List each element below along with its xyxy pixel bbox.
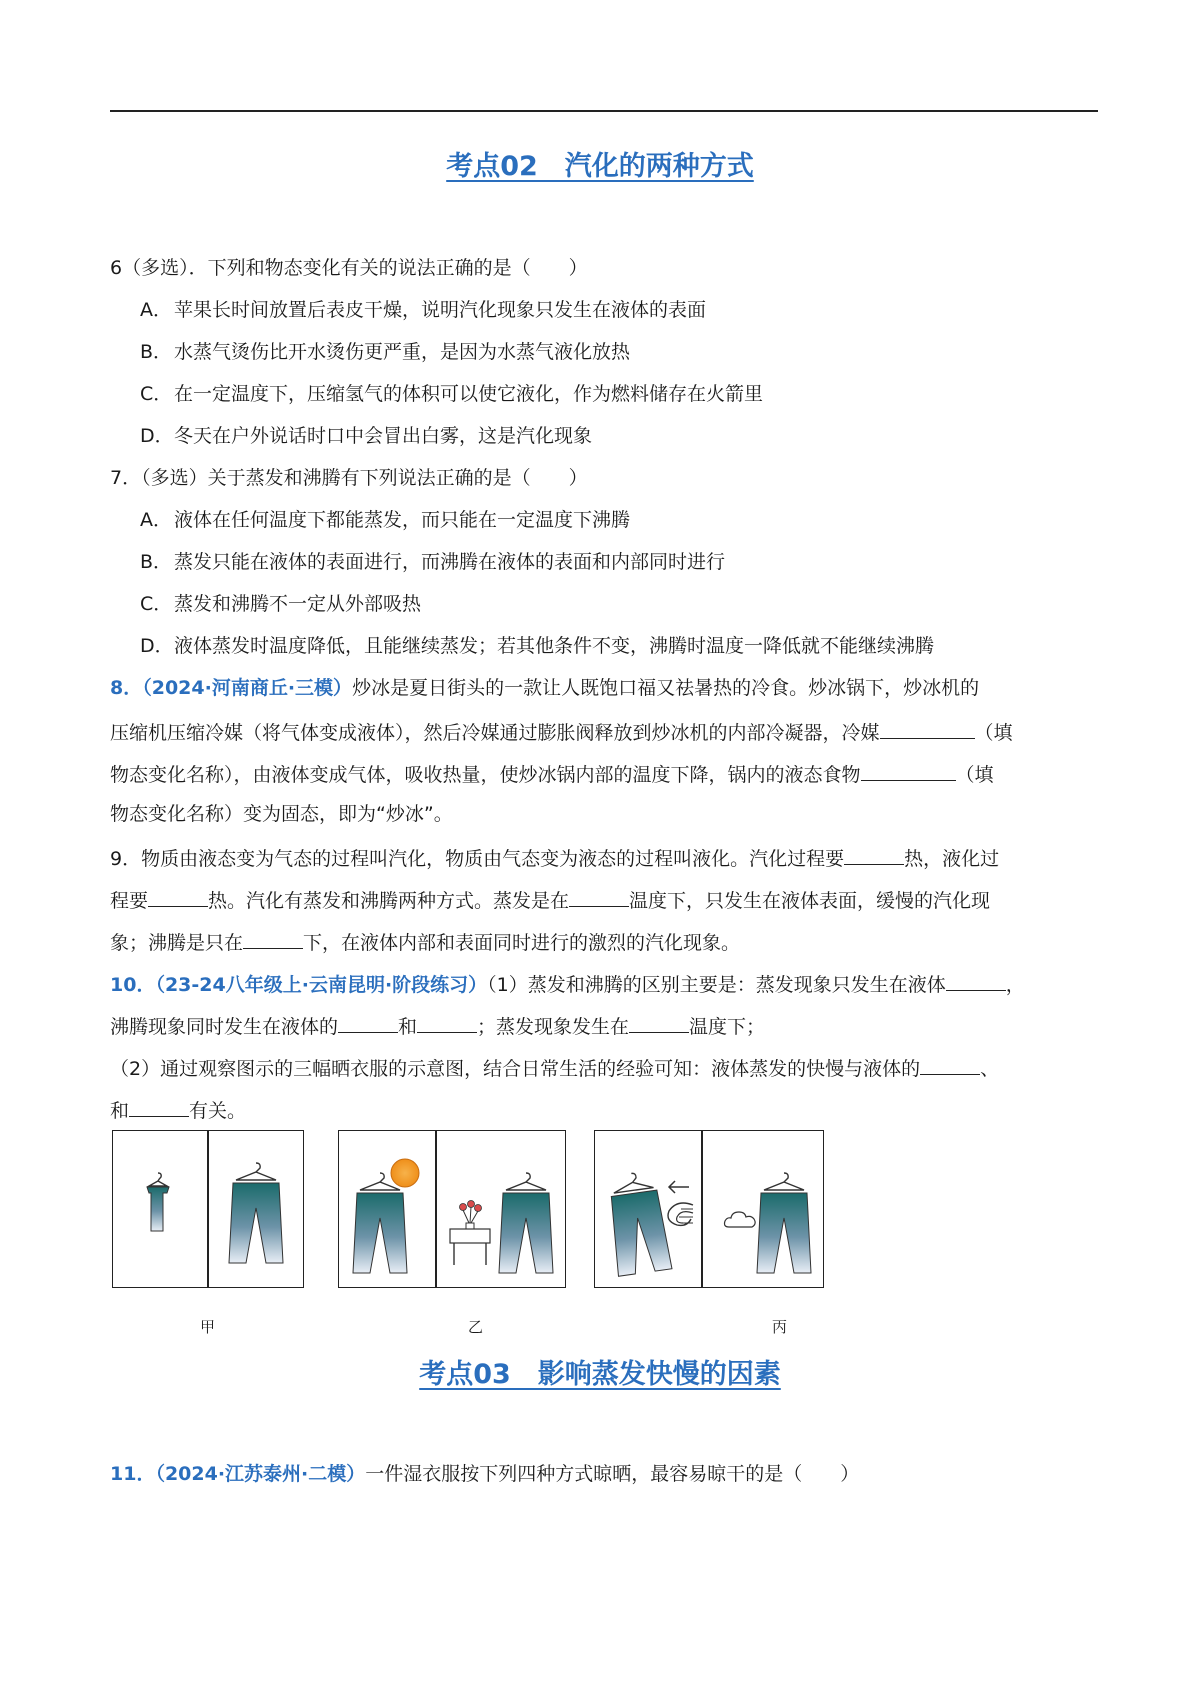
q7-option-d [140,634,934,658]
q9-line-2 [110,886,990,913]
answer-blank[interactable] [417,1012,477,1033]
q10-text: 、 [980,1058,1000,1080]
q8-line-3 [110,760,994,787]
option-text: 苹果长时间放置后表皮干燥，说明汽化现象只发生在液体的表面 [174,299,707,321]
panel-divider [435,1131,437,1287]
q10-line-2 [110,1012,765,1039]
q8-text: （填 [974,722,1013,744]
q7-option-b [140,550,725,574]
answer-blank[interactable] [129,1096,189,1117]
pants-icon [221,1161,291,1271]
answer-blank[interactable] [880,718,975,739]
panel-divider [701,1131,703,1287]
q11-source: （2024·江苏泰州·二模） [155,1463,366,1485]
q7-option-c [140,592,421,616]
q9-text: 温度下，只发生在液体表面，缓慢的汽化现 [629,890,991,912]
q9-text: 程要 [110,890,149,912]
q10-line-4 [110,1096,246,1123]
q8-source: （2024·河南商丘·三模） [142,677,353,699]
q8-line-2 [110,718,1013,745]
flower-table-icon [447,1199,493,1269]
q9-text: 象；沸腾是只在 [110,932,244,954]
option-letter: C． [140,383,173,405]
q10-number: 10． [110,974,156,996]
q8-text: （填 [955,764,994,786]
option-letter: C． [140,593,173,615]
q10-text: 沸腾现象同时发生在液体的 [110,1016,339,1038]
q9-line-1 [110,844,999,871]
q8-text: 压缩机压缩冷媒（将气体变成液体），然后冷媒通过膨胀阀释放到炒冰机的内部冷凝器，冷媒 [110,722,880,744]
caption-bing: 丙 [772,1318,788,1336]
option-letter: A． [140,299,172,321]
q8-text: 炒冰是夏日街头的一款让人既饱口福又祛暑热的冷食。炒冰锅下，炒冰机的 [352,677,980,699]
q10-text: （1）蒸发和沸腾的区别主要是：蒸发现象只发生在液体 [487,974,946,996]
top-rule [110,110,1098,112]
q6-option-b [140,340,630,364]
caption-yi: 乙 [468,1318,484,1336]
q11-text: 一件湿衣服按下列四种方式晾晒，最容易晾干的是（ ） [365,1463,860,1485]
q6-option-a [140,298,706,322]
figure-panel-yi [338,1130,566,1288]
option-letter: B． [140,551,173,573]
q9-text: 下，在液体内部和表面同时进行的激烈的汽化现象。 [303,932,741,954]
figure-panel-bing [594,1130,824,1288]
pants-icon [749,1171,819,1281]
q10-text: ；蒸发现象发生在 [477,1016,630,1038]
q10-line-1 [110,970,1025,997]
q8-text: 物态变化名称），由液体变成气体，吸收热量，使炒冰锅内部的温度下降，锅内的液态食物 [110,764,861,786]
option-text: 冬天在户外说话时口中会冒出白雾，这是汽化现象 [174,425,593,447]
small-shirt-icon [138,1171,178,1241]
pants-icon [345,1171,415,1281]
q9-line-3 [110,928,740,955]
option-letter: D． [140,425,174,447]
answer-blank[interactable] [629,1012,689,1033]
answer-blank[interactable] [844,844,904,865]
pants-icon [491,1171,561,1281]
q9-text: 9．物质由液态变为气态的过程叫汽化，物质由气态变为液态的过程叫液化。汽化过程要 [110,848,845,870]
answer-blank[interactable] [569,886,629,907]
section-title-03: 考点03 影响蒸发快慢的因素 [419,1359,781,1390]
section-title-02: 考点02 汽化的两种方式 [446,151,754,182]
option-text: 液体在任何温度下都能蒸发，而只能在一定温度下沸腾 [174,509,631,531]
option-text: 在一定温度下，压缩氢气的体积可以使它液化，作为燃料储存在火箭里 [174,383,764,405]
q10-line-3 [110,1054,999,1081]
panel-divider [207,1131,209,1287]
q8-line-1 [110,676,979,700]
answer-blank[interactable] [861,760,956,781]
q11-number: 11． [110,1463,156,1485]
q10-text: （2）通过观察图示的三幅晒衣服的示意图，结合日常生活的经验可知：液体蒸发的快慢与液体的 [110,1058,921,1080]
q7-option-a [140,508,630,532]
figure-panel-jia [112,1130,304,1288]
option-text: 液体蒸发时温度降低，且能继续蒸发；若其他条件不变，沸腾时温度一降低就不能继续沸腾 [174,635,935,657]
q10-text: 温度下； [689,1016,766,1038]
answer-blank[interactable] [920,1054,980,1075]
q11-line-1 [110,1462,859,1486]
option-text: 水蒸气烫伤比开水烫伤更严重，是因为水蒸气液化放热 [174,341,631,363]
option-text: 蒸发只能在液体的表面进行，而沸腾在液体的表面和内部同时进行 [174,551,726,573]
answer-blank[interactable] [946,970,1006,991]
answer-blank[interactable] [243,928,303,949]
q6-stem: 6（多选）．下列和物态变化有关的说法正确的是（ ） [110,257,588,279]
option-text: 蒸发和沸腾不一定从外部吸热 [174,593,422,615]
q9-text: 热，液化过 [904,848,1000,870]
q10-source: （23-24八年级上·云南昆明·阶段练习） [155,974,488,996]
answer-blank[interactable] [148,886,208,907]
q8-number: 8． [110,677,143,699]
q7-stem: 7．（多选）关于蒸发和沸腾有下列说法正确的是（ ） [110,467,588,489]
option-letter: D． [140,635,174,657]
q9-text: 热。汽化有蒸发和沸腾两种方式。蒸发是在 [208,890,570,912]
q10-text: 和 [110,1100,130,1122]
q10-text: 有关。 [189,1100,247,1122]
wind-icon [659,1179,699,1239]
q8-line-4: 物态变化名称）变为固态，即为“炒冰”。 [110,803,453,825]
option-letter: A． [140,509,172,531]
option-letter: B． [140,341,173,363]
answer-blank[interactable] [338,1012,398,1033]
q10-text: ， [1005,974,1025,996]
q6-option-d [140,424,592,448]
q6-option-c [140,382,763,406]
caption-jia: 甲 [200,1318,216,1336]
q10-text: 和 [398,1016,418,1038]
